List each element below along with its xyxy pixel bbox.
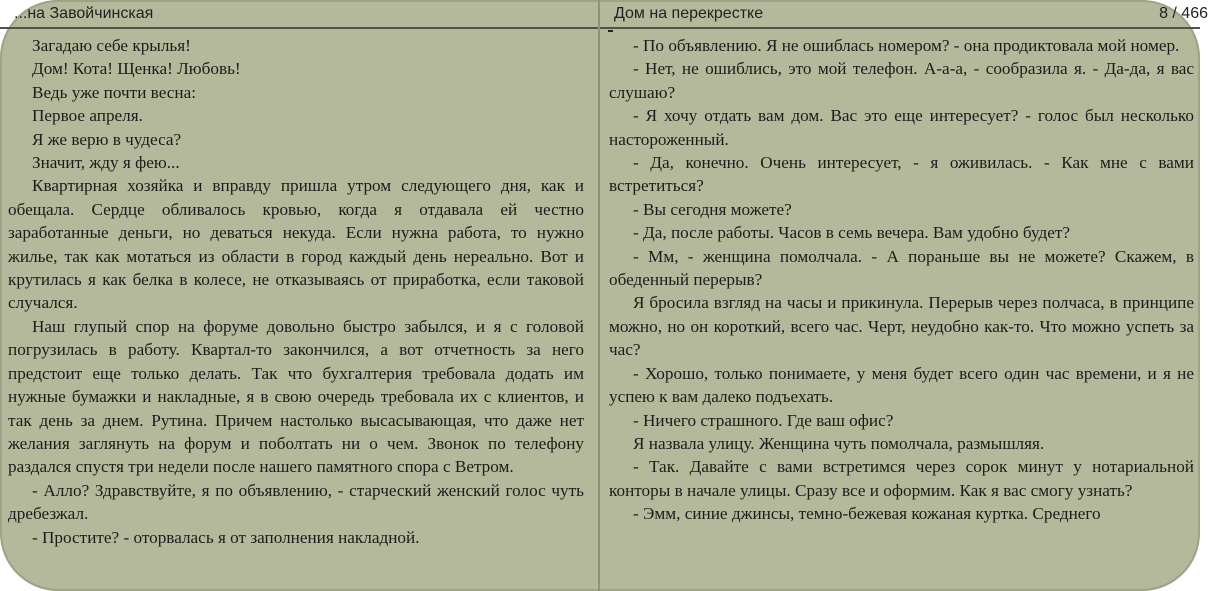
book-title: Дом на перекрестке (614, 5, 764, 22)
right-page-text (609, 34, 1194, 526)
paragraph: Я же верю в чудеса? (32, 129, 182, 149)
author-name: ...на Завойчинская (14, 5, 154, 22)
paragraph: Я назвала улицу. Женщина чуть помолчала, размышляя. (633, 433, 1045, 453)
paragraph: Загадаю себе крылья! (32, 36, 191, 55)
left-page-header (0, 0, 598, 29)
paragraph: Наш глупый спор на форуме довольно быстро забылся, и я с головой погрузилась в работу. Квартал-то закончился, а вот отчетность за него предстоит еще только делать. Так что бухгалтерия требовала додать им нужные бумажки и накладные, я в свою очередь требовала их с клиентов, и так день за днем. Рутина. Причем настолько высасывающая, что даже нет желания заглянуть на форум и поболтать ни о чем. Звонок по телефону раздался спустя три недели после нашего памятного спора с Ветром. (8, 316, 584, 477)
paragraph: - Вы сегодня можете? (633, 199, 792, 219)
paragraph: - Эмм, синие джинсы, темно-бежевая кожаная куртка. Среднего (633, 504, 1101, 524)
paragraph: - По объявлению. Я не ошиблась номером? - она продиктовала мой номер. (633, 36, 1180, 55)
page-indicator: 8 / 466 (1159, 5, 1208, 22)
paragraph: Значит, жду я фею... (32, 153, 180, 173)
left-page[interactable] (0, 0, 598, 591)
paragraph: Ведь уже почти весна: (32, 82, 196, 102)
paragraph: - Так. Давайте с вами встретимся через сорок минут у нотариальной конторы в начале улицы. Сразу все и оформим. Как я вас смогу узнать? (609, 457, 1194, 500)
text-cursor (608, 30, 613, 32)
right-page[interactable] (600, 0, 1208, 591)
paragraph: - Да, после работы. Часов в семь вечера. Вам удобно будет? (633, 223, 1070, 243)
paragraph: - Я хочу отдать вам дом. Вас это еще интересует? - голос был несколько настороженный. (609, 106, 1194, 149)
right-page-header (600, 0, 1208, 29)
paragraph: Первое апреля. (32, 106, 143, 126)
paragraph: - Нет, не ошиблись, это мой телефон. А-а-а, - сообразила я. - Да-да, я вас слушаю? (609, 59, 1194, 102)
paragraph: Я бросила взгляд на часы и прикинула. Перерыв через полчаса, в принципе можно, но он короткий, всего час. Черт, неудобно как-то. Что можно успеть за час? (609, 293, 1194, 360)
paragraph: - Мм, - женщина помолчала. - А пораньше вы не можете? Скажем, в обеденный перерыв? (609, 246, 1194, 290)
left-page-text (8, 34, 584, 549)
paragraph: Квартирная хозяйка и вправду пришла утром следующего дня, как и обещала. Сердце обливалось кровью, когда я отдавала ей честно заработанные деньги, но деваться некуда. Если нужна работа, то нужно жилье, так как мотаться из области в город каждый день нереально. Вот и крутилась я как белка в колесе, не отказываясь от приработка, если таковой случался. (8, 176, 584, 313)
paragraph: Дом! Кота! Щенка! Любовь! (32, 59, 241, 79)
paragraph: - Да, конечно. Очень интересует, - я оживилась. - Как мне с вами встретиться? (609, 153, 1194, 196)
paragraph: - Простите? - оторвалась я от заполнения накладной. (32, 527, 420, 547)
paragraph: - Хорошо, только понимаете, у меня будет всего один час времени, и я не успею к вам далеко подъехать. (609, 363, 1194, 407)
paragraph: - Ничего страшного. Где ваш офис? (633, 410, 894, 430)
paragraph: - Алло? Здравствуйте, я по объявлению, - старческий женский голос чуть дребезжал. (8, 480, 584, 524)
